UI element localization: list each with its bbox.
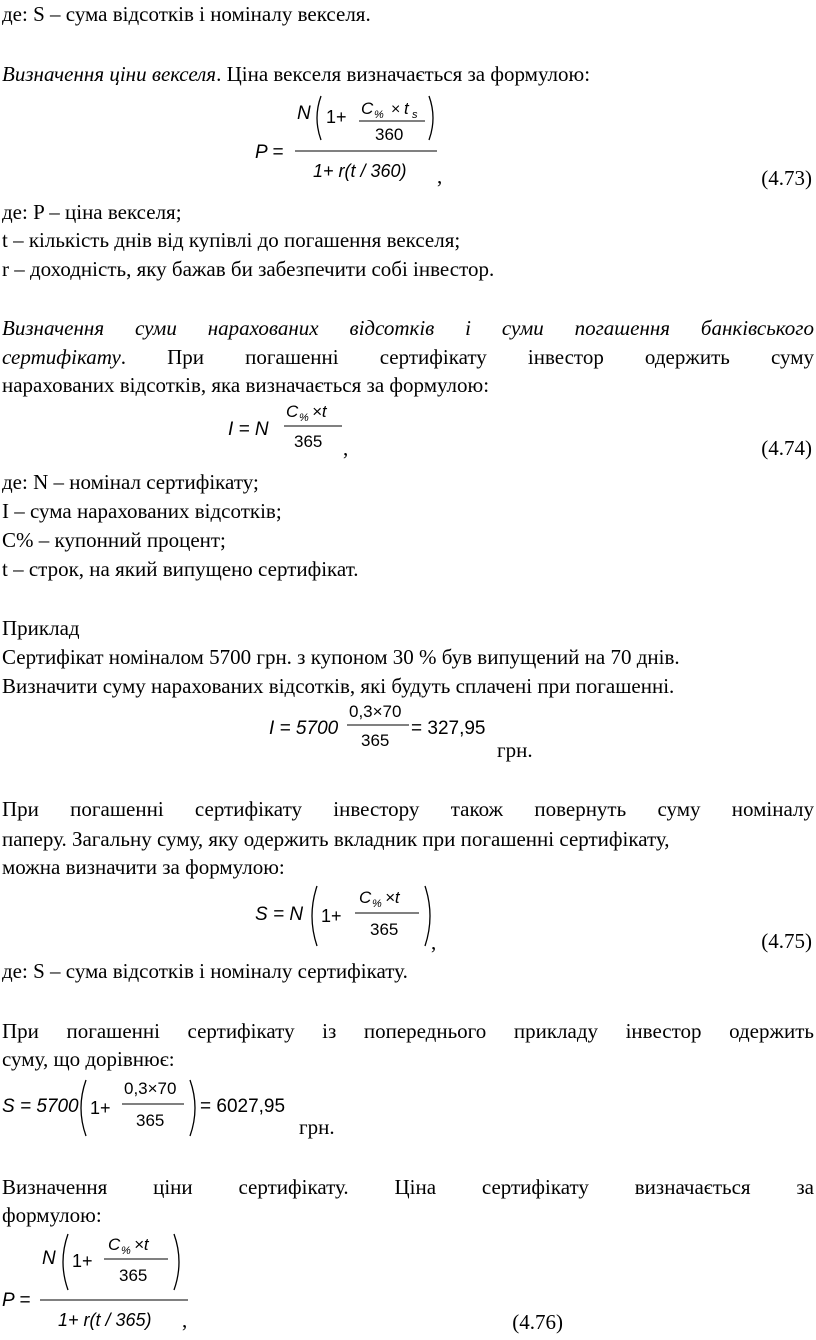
section-heading-line: [2, 60, 814, 88]
text-line: При погашенні сертифікату інвестору також повернуть суму номіналу: [2, 797, 814, 821]
formula-text: N: [297, 103, 311, 124]
text-line: можна визначити за формулою:: [2, 855, 285, 879]
formula-text: I = 5700: [269, 718, 339, 739]
section-heading-line: Визначення суми нарахованих відсотків і суми погашення банківського: [2, 316, 814, 340]
formula-text: C: [361, 99, 374, 118]
text-line: де: N – номінал сертифікату;: [2, 470, 259, 494]
formula-text: %: [374, 109, 384, 121]
formula-text: 1+: [321, 906, 342, 926]
currency-unit: грн.: [299, 1115, 335, 1139]
formula-text: = 327,95: [411, 718, 486, 739]
section-heading-italic: сертифікату: [2, 345, 121, 369]
equation-number: (4.74): [761, 436, 812, 460]
formula-text: ×t: [385, 888, 400, 907]
equation-number: (4.76): [512, 1310, 563, 1334]
formula-text: C: [108, 1235, 121, 1254]
formula-text: 1+ r(t / 365): [58, 1310, 152, 1330]
formula-4-76: [2, 1228, 202, 1339]
text-line: де: S – сума відсотків і номіналу сертифікату.: [2, 959, 408, 983]
formula-paren: [312, 886, 317, 946]
formula-paren: [425, 886, 430, 946]
section-heading-italic: Визначення ціни векселя: [2, 62, 217, 86]
formula-text: P =: [2, 1290, 31, 1311]
formula-text: I = N: [228, 419, 269, 440]
comma: ,: [343, 436, 349, 460]
text-line: I – сума нарахованих відсотків;: [2, 499, 282, 523]
formula-text: s: [412, 109, 418, 121]
formula-text: 1+ r(t / 360): [313, 161, 407, 181]
formula-text: ×t: [312, 402, 327, 421]
formula-paren: [190, 1080, 195, 1136]
formula-text: 365: [370, 920, 399, 939]
text-fragment: . При погашенні сертифікату інвестор одержить суму: [120, 345, 814, 369]
text-line: r – доходність, яку бажав би забезпечити собі інвестор.: [2, 257, 495, 281]
formula-text: C: [286, 402, 299, 421]
text-line: Сертифікат номіналом 5700 грн. з купоном 30 % був випущений на 70 днів.: [2, 645, 680, 669]
text-line: нарахованих відсотків, яка визначається за формулою:: [2, 373, 490, 397]
formula-text: 360: [375, 125, 404, 144]
formula-paren: [429, 96, 433, 140]
text-line: де: P – ціна векселя;: [2, 200, 182, 224]
formula-text: 1+: [326, 107, 347, 127]
text-line: Визначити суму нарахованих відсотків, які будуть сплачені при погашенні.: [2, 674, 675, 698]
section-heading-line: [2, 343, 814, 371]
formula-text: %: [372, 898, 382, 910]
comma: ,: [182, 1308, 188, 1332]
formula-paren: [63, 1234, 68, 1290]
example-formula-total: [2, 1072, 302, 1147]
formula-text: N: [42, 1248, 56, 1269]
formula-text: C: [359, 888, 372, 907]
formula-text: %: [299, 412, 309, 424]
comma: ,: [431, 930, 437, 954]
formula-paren: [317, 96, 321, 140]
formula-paren: [81, 1080, 86, 1136]
formula-4-73: [255, 88, 455, 193]
formula-text: 365: [136, 1111, 165, 1130]
text-line: t – строк, на який випущено сертифікат.: [2, 557, 359, 581]
formula-text: ×: [391, 101, 401, 118]
formula-text: 1+: [90, 1098, 111, 1118]
equation-number: (4.73): [761, 166, 812, 190]
formula-text: S = N: [255, 904, 304, 925]
formula-text: %: [121, 1245, 131, 1257]
formula-text: 0,3×70: [349, 702, 402, 721]
text-line: Визначення ціни сертифікату. Ціна сертифікату визначається за: [2, 1175, 814, 1199]
formula-text: S = 5700: [2, 1096, 79, 1117]
text-fragment: . Ціна векселя визначається за формулою:: [216, 62, 591, 86]
formula-text: 365: [294, 432, 323, 451]
text-line: де: S – сума відсотків і номіналу векселя.: [2, 2, 371, 26]
currency-unit: грн.: [497, 738, 533, 762]
formula-text: ×t: [134, 1235, 149, 1254]
equation-number: (4.75): [761, 929, 812, 953]
text-line: Приклад: [2, 616, 80, 640]
formula-text: 365: [361, 731, 390, 750]
text-line: суму, що дорівнює:: [2, 1047, 175, 1071]
formula-text: t: [404, 99, 409, 118]
formula-text: P =: [255, 142, 284, 163]
formula-4-74: [228, 397, 348, 462]
text-line: С% – купонний процент;: [2, 528, 226, 552]
text-line: паперу. Загальну суму, яку одержить вкладник при погашенні сертифікату,: [2, 827, 670, 851]
text-line: t – кількість днів від купівлі до погашення векселя;: [2, 228, 461, 252]
text-line: При погашенні сертифікату із попереднього прикладу інвестор одержить: [2, 1019, 814, 1043]
text-line: формулою:: [2, 1203, 102, 1227]
example-formula-interest: [269, 698, 499, 763]
formula-text: 0,3×70: [124, 1079, 177, 1098]
formula-paren: [174, 1234, 179, 1290]
comma: ,: [437, 164, 443, 188]
formula-text: 1+: [72, 1251, 93, 1271]
formula-text: 365: [119, 1266, 148, 1285]
formula-text: = 6027,95: [200, 1096, 286, 1117]
formula-4-75: [255, 880, 445, 955]
